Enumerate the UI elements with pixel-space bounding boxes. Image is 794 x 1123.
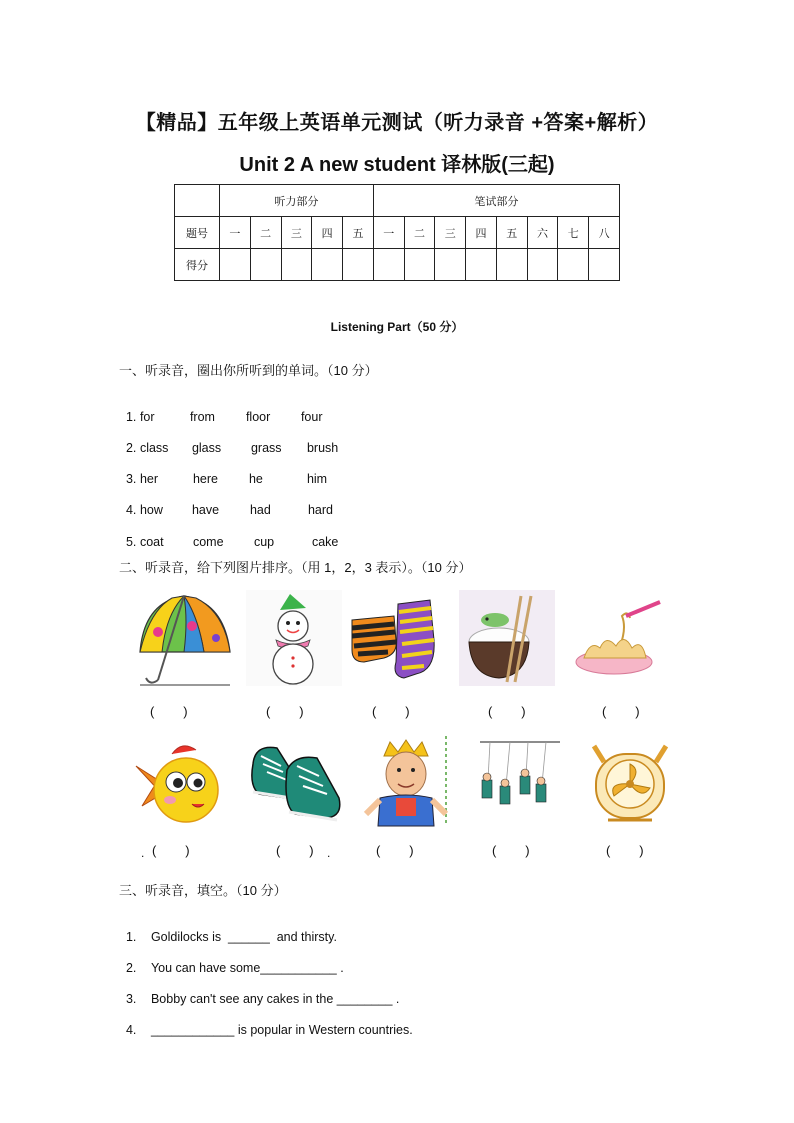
score-cell[interactable] xyxy=(281,249,312,281)
fill-sentence[interactable]: You can have some___________ . xyxy=(150,961,344,975)
score-cell[interactable] xyxy=(527,249,558,281)
score-cell[interactable] xyxy=(373,249,404,281)
word-option[interactable]: here xyxy=(192,472,218,486)
col-header: 五 xyxy=(496,217,527,249)
item-number: 3. xyxy=(125,992,137,1006)
fill-item-4 xyxy=(119,1009,413,1037)
fill-sentence[interactable]: ____________ is popular in Western countries. xyxy=(150,1023,413,1037)
col-header: 七 xyxy=(558,217,589,249)
col-header: 二 xyxy=(404,217,435,249)
page-title: 【精品】五年级上英语单元测试（听力录音 +答案+解析） xyxy=(135,112,659,134)
answer-blank[interactable]: ( ) xyxy=(276,843,314,858)
snowman-picture xyxy=(246,590,342,686)
dot-mark: . xyxy=(141,846,145,860)
word-option[interactable]: coat xyxy=(139,535,164,549)
score-table-corner xyxy=(175,185,220,217)
word-row-3 xyxy=(119,458,327,486)
fill-item-2 xyxy=(119,947,344,975)
answer-blank[interactable]: ( ) xyxy=(602,704,640,719)
word-option[interactable]: from xyxy=(189,410,215,424)
score-cell[interactable] xyxy=(404,249,435,281)
score-cell[interactable] xyxy=(589,249,620,281)
word-option[interactable]: for xyxy=(139,410,155,424)
word-row-1 xyxy=(119,396,323,424)
score-cell[interactable] xyxy=(496,249,527,281)
word-option[interactable]: how xyxy=(139,503,163,517)
word-option[interactable]: him xyxy=(306,472,328,486)
fish-picture xyxy=(132,736,228,832)
word-option[interactable]: four xyxy=(300,410,323,424)
col-header: 四 xyxy=(466,217,497,249)
item-number: 4. xyxy=(125,1023,137,1037)
word-row-4 xyxy=(119,489,333,517)
word-option[interactable]: her xyxy=(139,472,159,486)
row-number: 2. xyxy=(125,441,137,455)
item-number: 1. xyxy=(125,930,137,944)
word-option[interactable]: cake xyxy=(311,535,339,549)
word-option[interactable]: brush xyxy=(306,441,339,455)
fan-picture xyxy=(582,736,678,832)
answer-blank[interactable]: ( ) xyxy=(492,843,530,858)
score-cell[interactable] xyxy=(466,249,497,281)
col-header: 三 xyxy=(435,217,466,249)
fill-sentence[interactable]: Bobby can't see any cakes in the ________ . xyxy=(150,992,400,1006)
score-cell[interactable] xyxy=(220,249,251,281)
word-option[interactable]: he xyxy=(248,472,263,486)
king-picture xyxy=(358,736,454,832)
fill-sentence[interactable]: Goldilocks is ______ and thirsty. xyxy=(150,930,337,944)
answer-blank[interactable]: ( ) xyxy=(152,843,190,858)
section1-heading: 一、听录音，圈出你所听到的单词。（10 分） xyxy=(119,363,378,378)
col-header: 二 xyxy=(250,217,281,249)
col-header: 三 xyxy=(281,217,312,249)
score-table xyxy=(174,184,620,281)
col-header: 一 xyxy=(220,217,251,249)
item-number: 2. xyxy=(125,961,137,975)
word-option[interactable]: floor xyxy=(245,410,271,424)
answer-blank[interactable]: ( ) xyxy=(150,704,188,719)
row-number: 5. xyxy=(125,535,137,549)
shoes-picture xyxy=(247,736,343,832)
answer-blank[interactable]: ( ) xyxy=(372,704,410,719)
listening-part-title: Listening Part（50 分） xyxy=(330,320,464,334)
word-option[interactable]: glass xyxy=(191,441,222,455)
rice-bowl-picture xyxy=(459,590,555,686)
umbrella-picture xyxy=(136,590,232,686)
word-option[interactable]: have xyxy=(191,503,220,517)
col-header: 六 xyxy=(527,217,558,249)
dot-mark: . xyxy=(327,846,331,860)
word-option[interactable]: class xyxy=(139,441,169,455)
socks-picture xyxy=(344,590,440,686)
answer-blank[interactable]: ( ) xyxy=(266,704,304,719)
row-number: 4. xyxy=(125,503,137,517)
score-cell[interactable] xyxy=(435,249,466,281)
score-cell[interactable] xyxy=(312,249,343,281)
score-cell[interactable] xyxy=(250,249,281,281)
word-option[interactable]: hard xyxy=(307,503,333,517)
noodles-picture xyxy=(570,590,666,686)
row-label-number: 题号 xyxy=(175,217,220,249)
row-number: 1. xyxy=(125,410,137,424)
section2-heading: 二、听录音，给下列图片排序。（用 1，2，3 表示）。（10 分） xyxy=(119,560,472,575)
page-subtitle: Unit 2 A new student 译林版(三起) xyxy=(239,154,555,176)
fill-item-3 xyxy=(119,978,399,1006)
col-header: 一 xyxy=(373,217,404,249)
word-row-2 xyxy=(119,427,338,455)
col-header: 五 xyxy=(343,217,374,249)
word-row-5 xyxy=(119,521,338,549)
answer-blank[interactable]: ( ) xyxy=(488,704,526,719)
written-header: 笔试部分 xyxy=(373,185,619,217)
answer-blank[interactable]: ( ) xyxy=(606,843,644,858)
row-label-score: 得分 xyxy=(175,249,220,281)
score-cell[interactable] xyxy=(343,249,374,281)
col-header: 八 xyxy=(589,217,620,249)
fill-item-1 xyxy=(119,916,337,944)
row-number: 3. xyxy=(125,472,137,486)
col-header: 四 xyxy=(312,217,343,249)
listening-header: 听力部分 xyxy=(220,185,374,217)
word-option[interactable]: had xyxy=(249,503,271,517)
section3-heading: 三、听录音，填空。（10 分） xyxy=(119,883,287,898)
word-option[interactable]: come xyxy=(192,535,224,549)
word-option[interactable]: grass xyxy=(250,441,282,455)
puppets-picture xyxy=(470,736,566,832)
answer-blank[interactable]: ( ) xyxy=(376,843,414,858)
word-option[interactable]: cup xyxy=(253,535,275,549)
score-cell[interactable] xyxy=(558,249,589,281)
